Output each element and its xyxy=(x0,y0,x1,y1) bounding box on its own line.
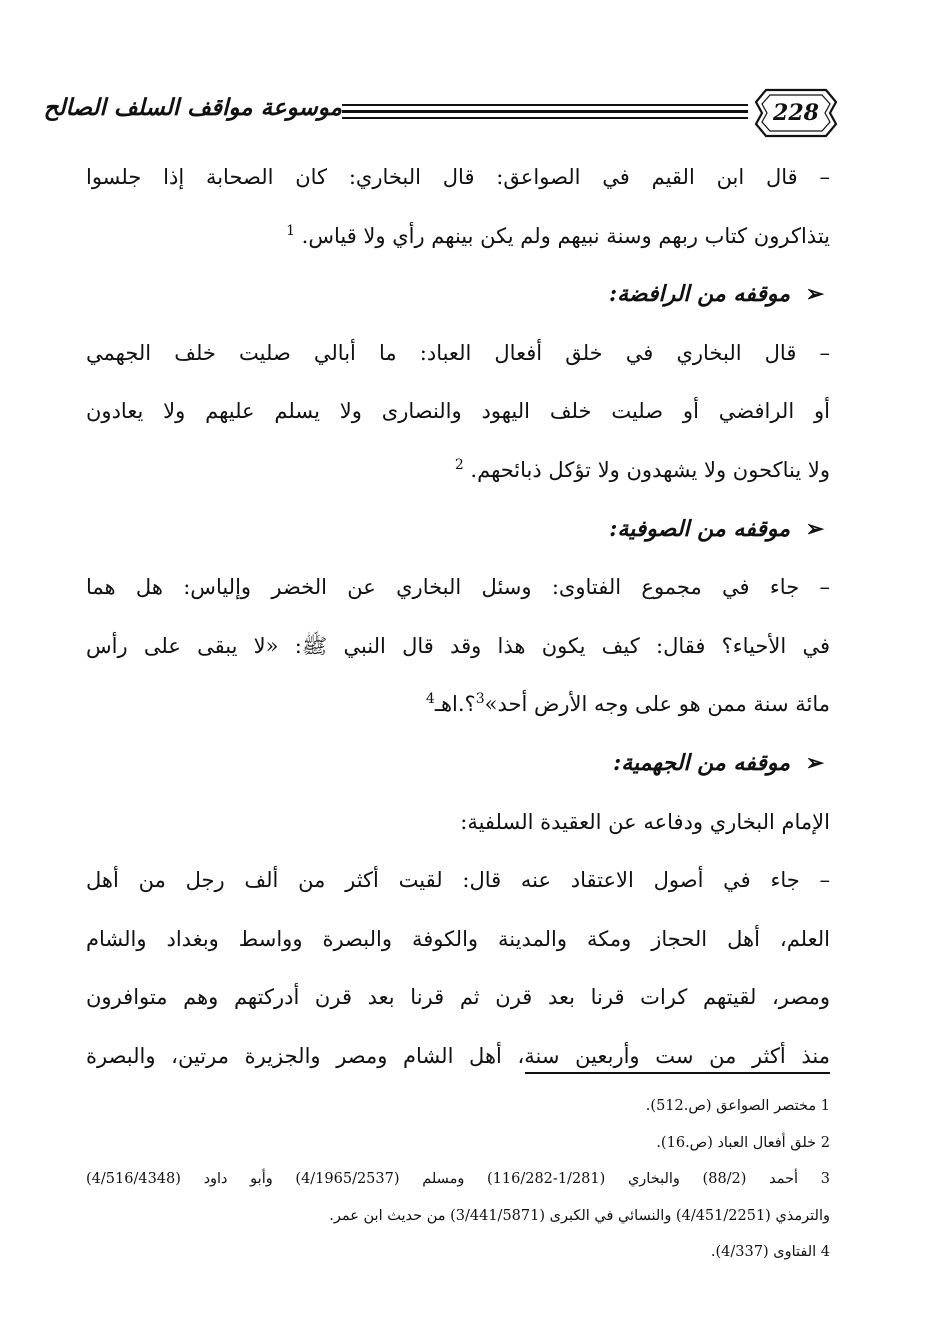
main-text xyxy=(86,148,830,1086)
footnote-marker[interactable]: 4 xyxy=(425,691,435,708)
arrow-bullet-icon: ➢ xyxy=(805,515,825,542)
text-line: العلم، أهل الحجاز ومكة والمدينة والكوفة والبصرة وواسط وبغداد والشام xyxy=(86,926,830,951)
page-number-badge xyxy=(752,84,840,142)
page-number: 228 xyxy=(773,100,819,126)
footnote: 3 أحمد (88/2) والبخاري (1/281-116/282) ومسلم (4/1965/2537) وأبو داود (4/516/4348) xyxy=(86,1171,830,1187)
page-header xyxy=(43,80,840,146)
text-line: أو الرافضي أو صليت خلف اليهود والنصارى ولا يسلم عليهم ولا يعادون xyxy=(86,399,830,424)
text-line xyxy=(86,441,830,500)
text-line: في الأحياء؟ فقال: كيف يكون هذا وقد قال النبي ﷺ: «لا يبقى على رأس xyxy=(86,633,830,658)
text-span: يتذاكرون كتاب ربهم وسنة نبيهم ولم يكن بينهم رأي ولا قياس. xyxy=(301,223,830,248)
footnote: 1 مختصر الصواعق (ص.512). xyxy=(645,1098,830,1114)
text-span: مائة سنة ممن هو على وجه الأرض أحد» xyxy=(484,692,830,717)
footnote: 2 خلق أفعال العباد (ص.16). xyxy=(656,1134,830,1151)
footnotes xyxy=(86,1088,830,1271)
header-rule xyxy=(342,104,748,106)
text-span: ولا يناكحون ولا يشهدون ولا تؤكل ذبائحهم. xyxy=(470,457,830,482)
header-rule xyxy=(342,110,748,113)
section-heading xyxy=(86,500,830,559)
footnote-marker[interactable]: 3 xyxy=(475,691,485,708)
footnote: 4 الفتاوى (4/337). xyxy=(710,1244,830,1260)
text-span: ؟.اهـ xyxy=(434,692,476,717)
text-line: – قال البخاري في خلق أفعال العباد: ما أبالي صليت خلف الجهمي xyxy=(86,340,830,365)
section-heading xyxy=(86,734,830,793)
footnote-marker[interactable]: 2 xyxy=(454,456,464,473)
text-line: – جاء في أصول الاعتقاد عنه قال: لقيت أكثر من ألف رجل من أهل xyxy=(86,868,830,893)
footnote: والترمذي (4/451/2251) والنسائي في الكبرى (3/441/5871) من حديث ابن عمر. xyxy=(329,1207,830,1224)
heading-text: موقفه من الصوفية: xyxy=(609,515,790,542)
text-line: الإمام البخاري ودفاعه عن العقيدة السلفية: xyxy=(460,809,830,834)
header-rule xyxy=(342,117,748,119)
series-title: موسوعة مواقف السلف الصالح xyxy=(43,94,342,121)
footnote-separator xyxy=(525,1072,830,1074)
footnote-marker[interactable]: 1 xyxy=(286,222,295,239)
text-line: – قال ابن القيم في الصواعق: قال البخاري: كان الصحابة إذا جلسوا xyxy=(86,165,830,189)
section-heading xyxy=(86,265,830,324)
text-line xyxy=(86,675,830,734)
text-line xyxy=(86,207,830,266)
text-line: ومصر، لقيتهم كرات قرنا بعد قرن ثم قرنا بعد قرن أدركتهم وهم متوافرون xyxy=(86,985,830,1010)
heading-text: موقفه من الجهمية: xyxy=(613,749,790,776)
arrow-bullet-icon: ➢ xyxy=(805,749,825,776)
text-line: – جاء في مجموع الفتاوى: وسئل البخاري عن الخضر وإلياس: هل هما xyxy=(86,575,830,600)
text-line: منذ أكثر من ست وأربعين سنة، أهل الشام ومصر والجزيرة مرتين، والبصرة xyxy=(86,1043,830,1068)
heading-text: موقفه من الرافضة: xyxy=(608,281,790,308)
arrow-bullet-icon: ➢ xyxy=(805,281,825,308)
